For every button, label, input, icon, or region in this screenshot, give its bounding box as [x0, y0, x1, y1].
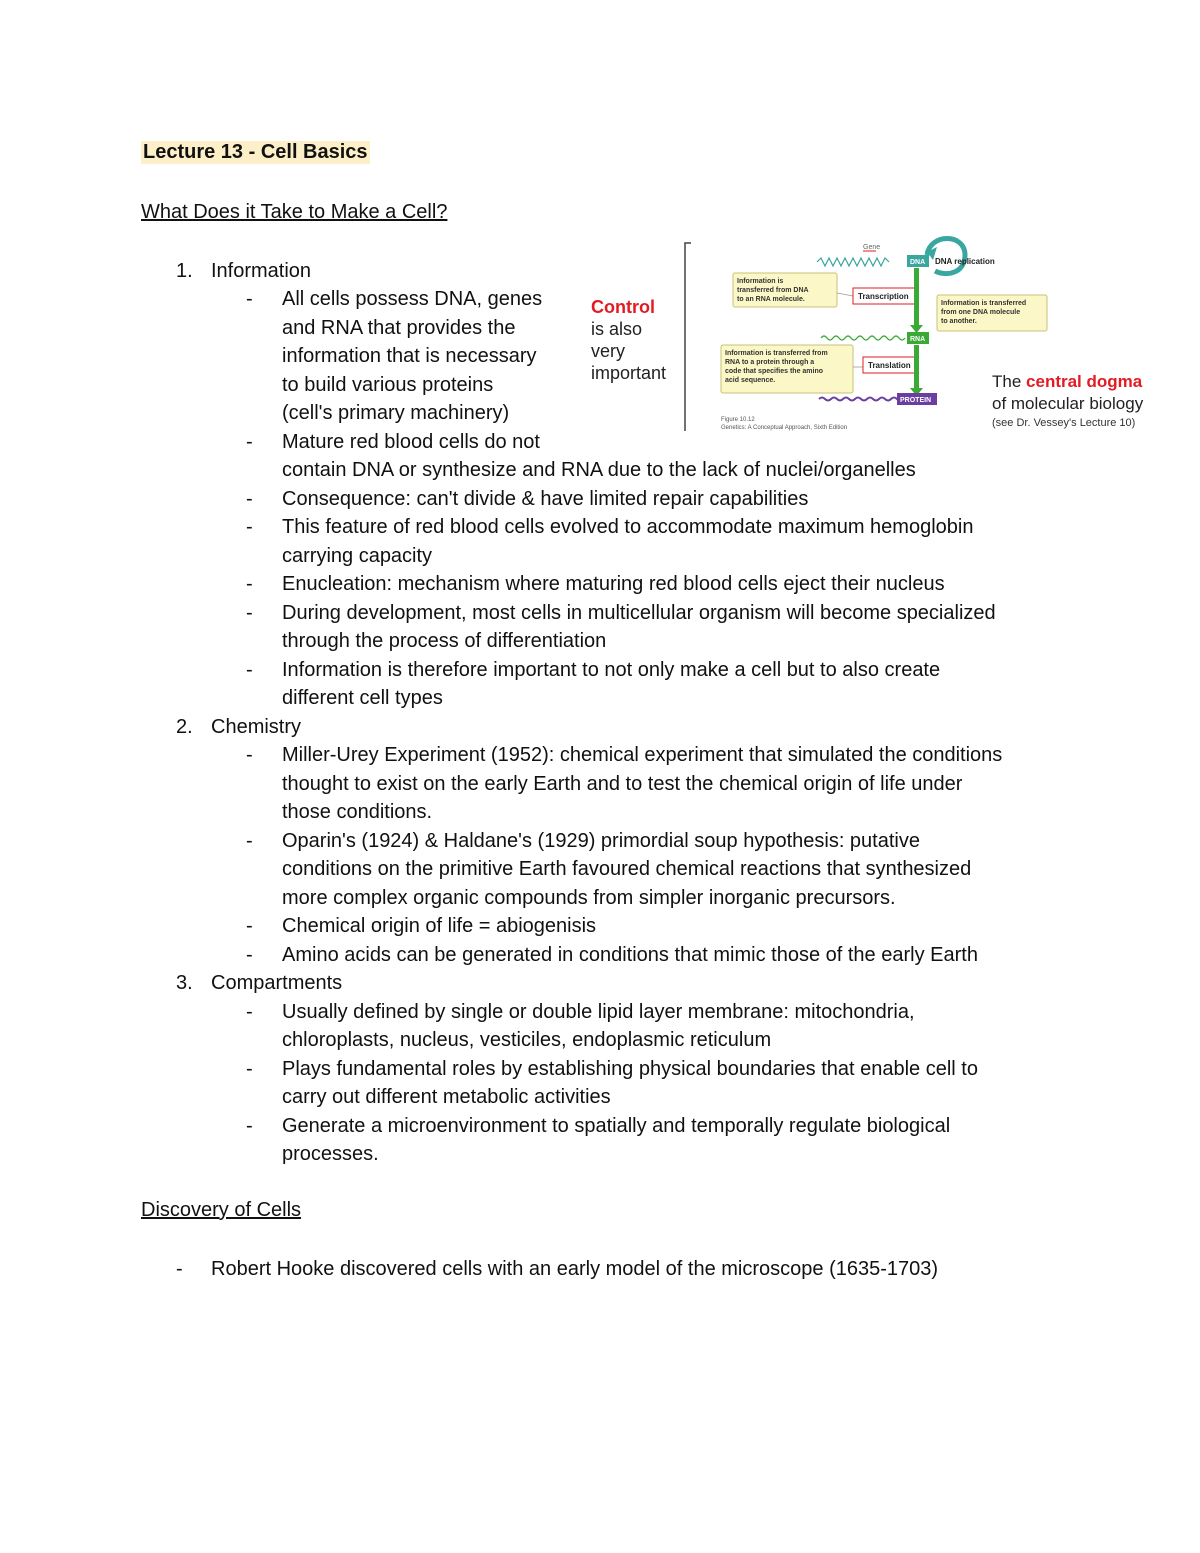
- bullet-dash: -: [246, 431, 253, 453]
- dogma-line3: (see Dr. Vessey's Lecture 10): [992, 417, 1136, 429]
- central-dogma-figure: [585, 235, 1165, 440]
- bullet-line: Generate a microenvironment to spatially and temporally regulate biological: [282, 1115, 951, 1137]
- bullet-line: different cell types: [282, 687, 443, 709]
- rna-label: RNA: [910, 336, 926, 343]
- box-line: code that specifies the amino: [725, 368, 824, 375]
- bullet-line: Consequence: can't divide & have limited repair capabilities: [282, 488, 809, 510]
- box-line: to an RNA molecule.: [737, 296, 805, 303]
- control-text-line: very: [591, 341, 626, 361]
- list-number: 1.: [176, 260, 193, 282]
- bullet-line: Miller-Urey Experiment (1952): chemical experiment that simulated the conditions: [282, 744, 1003, 766]
- bullet-line: Plays fundamental roles by establishing physical boundaries that enable cell to: [282, 1058, 978, 1080]
- bullet-line: Usually defined by single or double lipid layer membrane: mitochondria,: [282, 1001, 915, 1023]
- bullet-dash: -: [246, 573, 253, 595]
- bullet-line: Amino acids can be generated in conditions that mimic those of the early Earth: [282, 944, 978, 966]
- bullet-line: Mature red blood cells do not: [282, 431, 540, 453]
- bullet-line: processes.: [282, 1143, 379, 1165]
- bullet-line: chloroplasts, nucleus, vesticiles, endoplasmic reticulum: [282, 1029, 772, 1051]
- bullet-line: Robert Hooke discovered cells with an early model of the microscope (1635-1703): [211, 1258, 939, 1280]
- list-number: 3.: [176, 972, 193, 994]
- dogma-line2: of molecular biology: [992, 394, 1144, 413]
- box-line: to another.: [941, 318, 977, 325]
- bullet-line: those conditions.: [282, 801, 433, 823]
- bullet-line: During development, most cells in multicellular organism will become specialized: [282, 602, 996, 624]
- bullet-line: carry out different metabolic activities: [282, 1086, 611, 1108]
- list-item-label: Chemistry: [211, 716, 302, 738]
- bullet-line: Information is therefore important to not only make a cell but to also create: [282, 659, 941, 681]
- bullet-dash: -: [246, 1058, 253, 1080]
- box-line: from one DNA molecule: [941, 309, 1021, 316]
- gene-label: Gene: [863, 244, 881, 251]
- bullet-dash: -: [246, 602, 253, 624]
- bullet-line: through the process of differentiation: [282, 630, 607, 652]
- box-line: Information is transferred from: [725, 350, 828, 357]
- protein-label: PROTEIN: [900, 397, 932, 404]
- bullet-line: conditions on the primitive Earth favoured chemical reactions that synthesized: [282, 858, 972, 880]
- bullet-line: information that is necessary: [282, 345, 537, 367]
- dna-strand: [817, 258, 889, 266]
- dna-label: DNA: [910, 259, 926, 266]
- bullet-line: This feature of red blood cells evolved to accommodate maximum hemoglobin: [282, 516, 974, 538]
- bullet-dash: -: [246, 830, 253, 852]
- bullet-line: more complex organic compounds from simpler inorganic precursors.: [282, 887, 896, 909]
- bullet-dash: -: [176, 1258, 183, 1280]
- bullet-line: thought to exist on the early Earth and to test the chemical origin of life under: [282, 773, 963, 795]
- bullet-dash: -: [246, 1001, 253, 1023]
- bullet-line: Enucleation: mechanism where maturing red blood cells eject their nucleus: [282, 573, 945, 595]
- bullet-dash: -: [246, 288, 253, 310]
- bullet-dash: -: [246, 659, 253, 681]
- connector-line: [837, 293, 853, 296]
- section-heading-make-cell: What Does it Take to Make a Cell?: [141, 201, 448, 223]
- bullet-line: to build various proteins: [282, 374, 494, 396]
- box-line: Information is: [737, 278, 784, 285]
- list-item-label: Information: [211, 260, 312, 282]
- section-heading-discovery: Discovery of Cells: [141, 1199, 302, 1221]
- page-title: Lecture 13 - Cell Basics: [143, 141, 368, 163]
- box-line: acid sequence.: [725, 377, 776, 384]
- transcription-label: Transcription: [858, 292, 909, 301]
- figure-caption: Genetics: A Conceptual Approach, Sixth Edition: [721, 425, 848, 431]
- list-number: 2.: [176, 716, 193, 738]
- dogma-title: [992, 372, 1143, 391]
- bullet-dash: -: [246, 1115, 253, 1137]
- bullet-line: Oparin's (1924) & Haldane's (1929) primordial soup hypothesis: putative: [282, 830, 920, 852]
- bullet-line: carrying capacity: [282, 545, 433, 567]
- list-item-label: Compartments: [211, 972, 343, 994]
- dogma-the: The: [992, 372, 1022, 391]
- transcription-arrow: [914, 268, 919, 328]
- box-line: RNA to a protein through a: [725, 359, 815, 366]
- bullet-line: All cells possess DNA, genes: [282, 288, 543, 310]
- bullet-dash: -: [246, 915, 253, 937]
- bullet-line: contain DNA or synthesize and RNA due to the lack of nuclei/organelles: [282, 459, 916, 481]
- transcription-arrowhead: [910, 325, 923, 333]
- control-word: Control: [591, 297, 655, 317]
- control-text-line: important: [591, 363, 667, 383]
- box-line: transferred from DNA: [737, 287, 809, 294]
- bullet-line: (cell's primary machinery): [282, 402, 510, 424]
- control-text-line: is also: [591, 319, 643, 339]
- dogma-red: central dogma: [1026, 372, 1143, 391]
- bullet-dash: -: [246, 744, 253, 766]
- dna-replication-label: DNA replication: [935, 257, 995, 266]
- bullet-dash: -: [246, 516, 253, 538]
- translation-label: Translation: [868, 361, 911, 370]
- bullet-dash: -: [246, 944, 253, 966]
- protein-chain: [819, 398, 903, 401]
- bracket-line: [685, 243, 691, 431]
- bullet-line: and RNA that provides the: [282, 317, 516, 339]
- figure-caption: Figure 10.12: [721, 417, 755, 423]
- bullet-dash: -: [246, 488, 253, 510]
- box-line: Information is transferred: [941, 300, 1027, 307]
- translation-arrow: [914, 345, 919, 391]
- bullet-line: Chemical origin of life = abiogenisis: [282, 915, 597, 937]
- rna-strand: [821, 336, 905, 340]
